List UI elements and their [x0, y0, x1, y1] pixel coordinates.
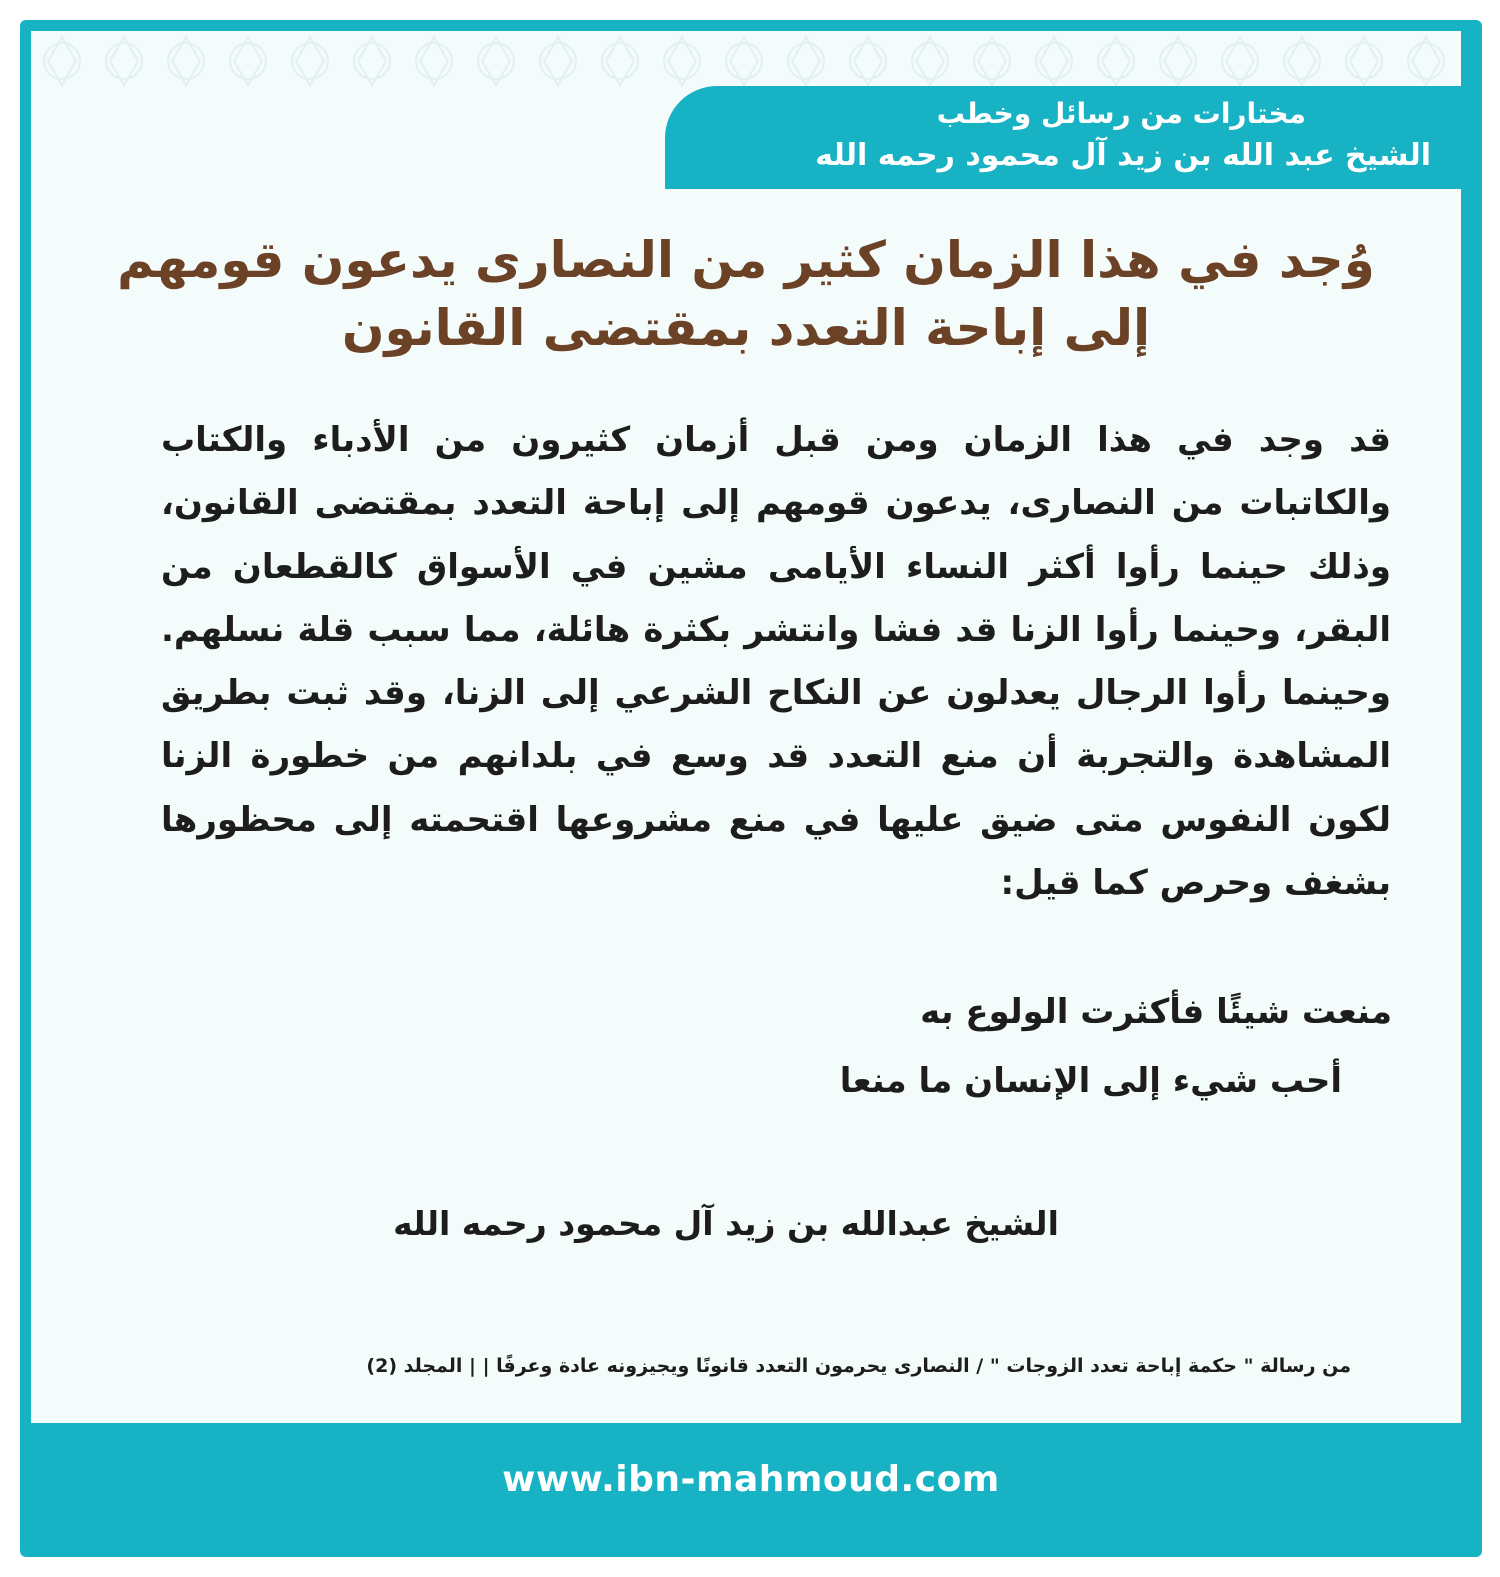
- series-header: [665, 86, 1461, 189]
- body-paragraph: قد وجد في هذا الزمان ومن قبل أزمان كثيرون من الأدباء والكتاب والكاتبات من النصارى، يدعون قومهم إلى إباحة التعدد بمقتضى القانون، وذلك حينما رأوا أكثر النساء الأيامى مشين في الأسواق كالقطعان من البقر، وحينما رأوا الزنا قد فشا وانتشر بكثرة هائلة، مما سبب قلة نسلهم. وحينما رأوا الرجال يعدلون عن النكاح الشرعي إلى الزنا، وقد ثبت بطريق المشاهدة والتجربة أن منع التعدد قد وسع في بلدانهم من خطورة الزنا لكون النفوس متى ضيق عليها في منع مشروعها اقتحمته إلى محظورها بشغف وحرص كما قيل:: [161, 420, 1391, 904]
- source-citation: من رسالة " حكمة إباحة تعدد الزوجات " / النصارى يحرمون التعدد قانونًا ويجيزونه عادة وعرفًا | | المجلد (2): [366, 1355, 1351, 1377]
- ornament-pattern: [31, 31, 1461, 91]
- content-panel: [31, 31, 1461, 1423]
- author-signature: الشيخ عبدالله بن زيد آل محمود رحمه الله: [393, 1204, 1059, 1243]
- verse-line-2: أحب شيء إلى الإنسان ما منعا: [839, 1061, 1342, 1101]
- series-title: مختارات من رسائل وخطب: [936, 97, 1306, 130]
- headline: وُجد في هذا الزمان كثير من النصارى يدعون قومهم إلى إباحة التعدد بمقتضى القانون: [117, 231, 1375, 357]
- verse-line-1: منعت شيئًا فأكثرت الولوع به: [920, 992, 1392, 1032]
- author-title: الشيخ عبد الله بن زيد آل محمود رحمه الله: [815, 138, 1431, 173]
- website-link[interactable]: www.ibn-mahmoud.com: [502, 1459, 1000, 1500]
